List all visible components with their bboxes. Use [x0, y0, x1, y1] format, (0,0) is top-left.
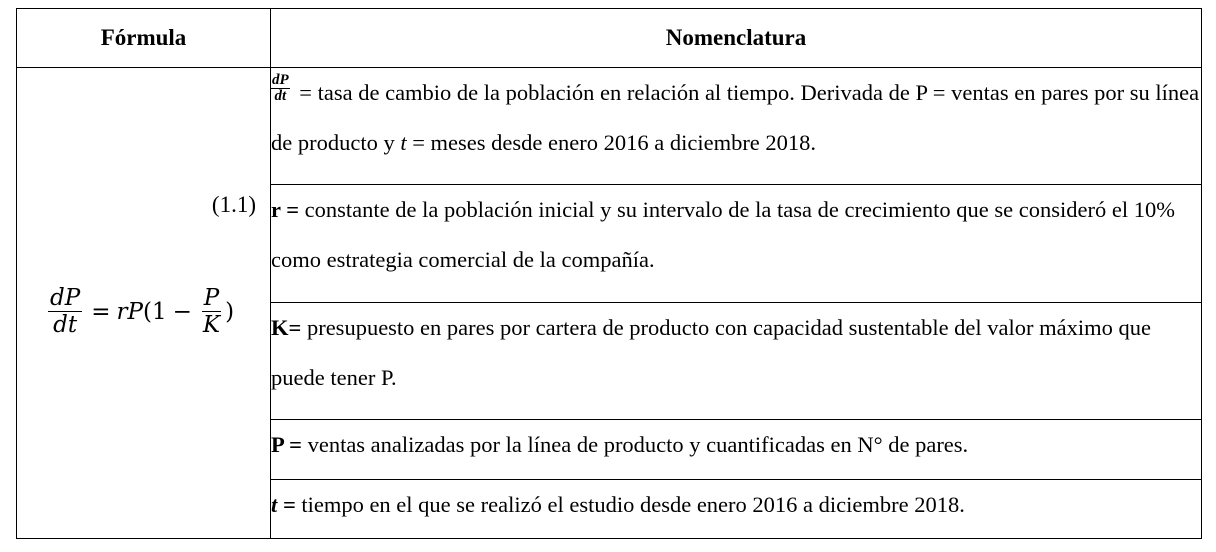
derivative-numerator: dP	[50, 285, 81, 311]
definition-text: = tasa de cambio de la población en relación al tiempo. Derivada de P = ventas en pares por su línea de producto y	[271, 80, 1200, 155]
definition-r	[271, 185, 1202, 302]
close-paren: )	[225, 298, 235, 325]
header-row	[17, 9, 1202, 68]
derivative-symbol-denominator: dt	[274, 88, 287, 105]
capacity-fraction	[201, 286, 222, 337]
one-term: 1	[151, 298, 167, 325]
equals-sign: =	[91, 298, 111, 325]
definition-text: presupuesto en pares por cartera de producto con capacidad sustentable del valor máximo que puede tener P.	[271, 314, 1151, 390]
symbol-p: P =	[271, 432, 302, 458]
equation-number: (1.1)	[211, 192, 256, 217]
symbol-t: t =	[271, 491, 296, 517]
rate-term: rP	[116, 298, 143, 325]
derivative-fraction	[48, 286, 82, 337]
open-paren: (	[142, 298, 152, 325]
capacity-denominator: K	[202, 312, 221, 339]
minus-sign: −	[172, 298, 192, 325]
derivative-denominator: dt	[53, 312, 78, 339]
header-formula: Fórmula	[17, 9, 271, 68]
logistic-formula	[45, 286, 234, 337]
definition-derivative	[271, 68, 1202, 185]
definition-text: constante de la población inicial y su intervalo de la tasa de crecimiento que se consideró el 10% como estrategia comercial de la compañía.	[271, 197, 1175, 273]
table-row	[17, 68, 1202, 185]
symbol-r: r =	[271, 197, 300, 223]
derivative-symbol	[271, 73, 290, 106]
definition-text: = meses desde enero 2016 a diciembre 2018.	[406, 130, 817, 155]
derivative-symbol-numerator: dP	[272, 71, 289, 88]
definition-t	[271, 479, 1202, 538]
time-variable: t	[400, 130, 407, 155]
definition-p	[271, 420, 1202, 479]
formula-cell	[17, 68, 271, 539]
capacity-numerator: P	[203, 285, 220, 311]
header-nomenclature: Nomenclatura	[271, 9, 1202, 68]
definition-text: ventas analizadas por la línea de producto y cuantificadas en N° de pares.	[301, 432, 969, 458]
symbol-k: K=	[271, 314, 302, 340]
definition-k	[271, 302, 1202, 419]
nomenclature-table	[16, 8, 1202, 539]
definition-text: tiempo en el que se realizó el estudio desde enero 2016 a diciembre 2018.	[295, 491, 965, 517]
